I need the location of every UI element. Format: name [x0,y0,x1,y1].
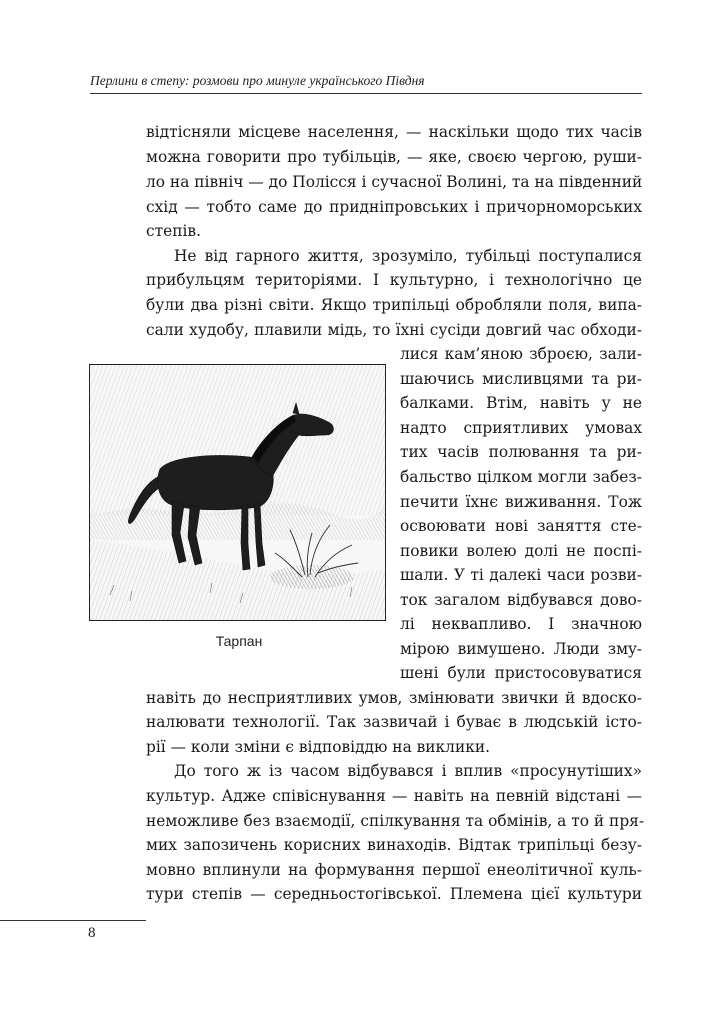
body-line: прибульцям територіями. І культурно, і технологічно це [146,271,642,289]
body-line: сали худобу, плавили мідь, то їхні сусіди довгий час обходи- [146,321,642,339]
body-line: були два різні світи. Якщо трипільці обробляли поля, випа- [146,296,642,314]
body-line: мих запозичень корисних винаходів. Відтак трипільці безу- [146,836,642,854]
figure-caption: Тарпан [215,633,263,649]
body-line: ло на північ — до Полісся і сучасної Волині, та на південний [146,173,643,191]
body-line: печити їхнє виживання. Тож [400,493,642,511]
page-number: 8 [88,925,96,941]
body-line: балками. Втім, навіть у не [400,394,642,412]
body-line: Не від гарного життя, зрозуміло, тубільці поступалися [174,247,642,265]
body-line: тури степів — середньостогівської. Племена цієї культури [146,885,642,903]
body-line: повики волею долі не поспі- [400,542,642,560]
header-rule [90,93,642,94]
body-line: До того ж із часом відбувався і вплив «просунутіших» [174,762,642,780]
footer-rule [0,920,146,921]
body-line: лі неквапливо. І значною [400,615,642,633]
body-line: шали. У ті далекі часи розви- [400,566,642,584]
body-line: бальство цілком могли забез- [400,468,642,486]
body-line: лися кам’яною зброєю, зали- [400,345,642,363]
body-line: культур. Адже співіснування — навіть на певній відстані — [146,787,642,805]
body-line: шені були пристосовуватися [400,664,642,682]
body-line: можна говорити про тубільців, — яке, своєю чергою, руши- [146,148,642,166]
body-line: навіть до несприятливих умов, змінювати звички й вдоско- [146,689,642,707]
body-line: схід — тобто саме до придніпровських і причорноморських [146,198,642,216]
tarpan-illustration [89,364,386,621]
body-line: освоювати нові заняття сте- [400,517,642,535]
body-line: надто сприятливих умовах [400,419,642,437]
body-line: ток загалом відбувався дово- [400,591,642,609]
body-line: рії — коли зміни є відповіддю на виклики. [146,738,490,756]
body-line: мовно вплинули на формування першої енеолітичної куль- [146,861,642,879]
running-header: Перлини в степу: розмови про минуле українського Півдня [90,73,425,88]
body-line: неможливе без взаємодії, спілкування та обмінів, а то й пря- [146,812,645,830]
body-line: відтісняли місцеве населення, — наскільки щодо тих часів [146,123,642,141]
body-line: шаючись мисливцями та ри- [400,370,642,388]
body-line: мірою вимушено. Люди змy- [400,640,642,658]
body-line: тих часів полювання та ри- [400,443,642,461]
body-line: налювати технології. Так зазвичай і буває в людській істо- [146,713,642,731]
body-line: степів. [146,222,201,240]
